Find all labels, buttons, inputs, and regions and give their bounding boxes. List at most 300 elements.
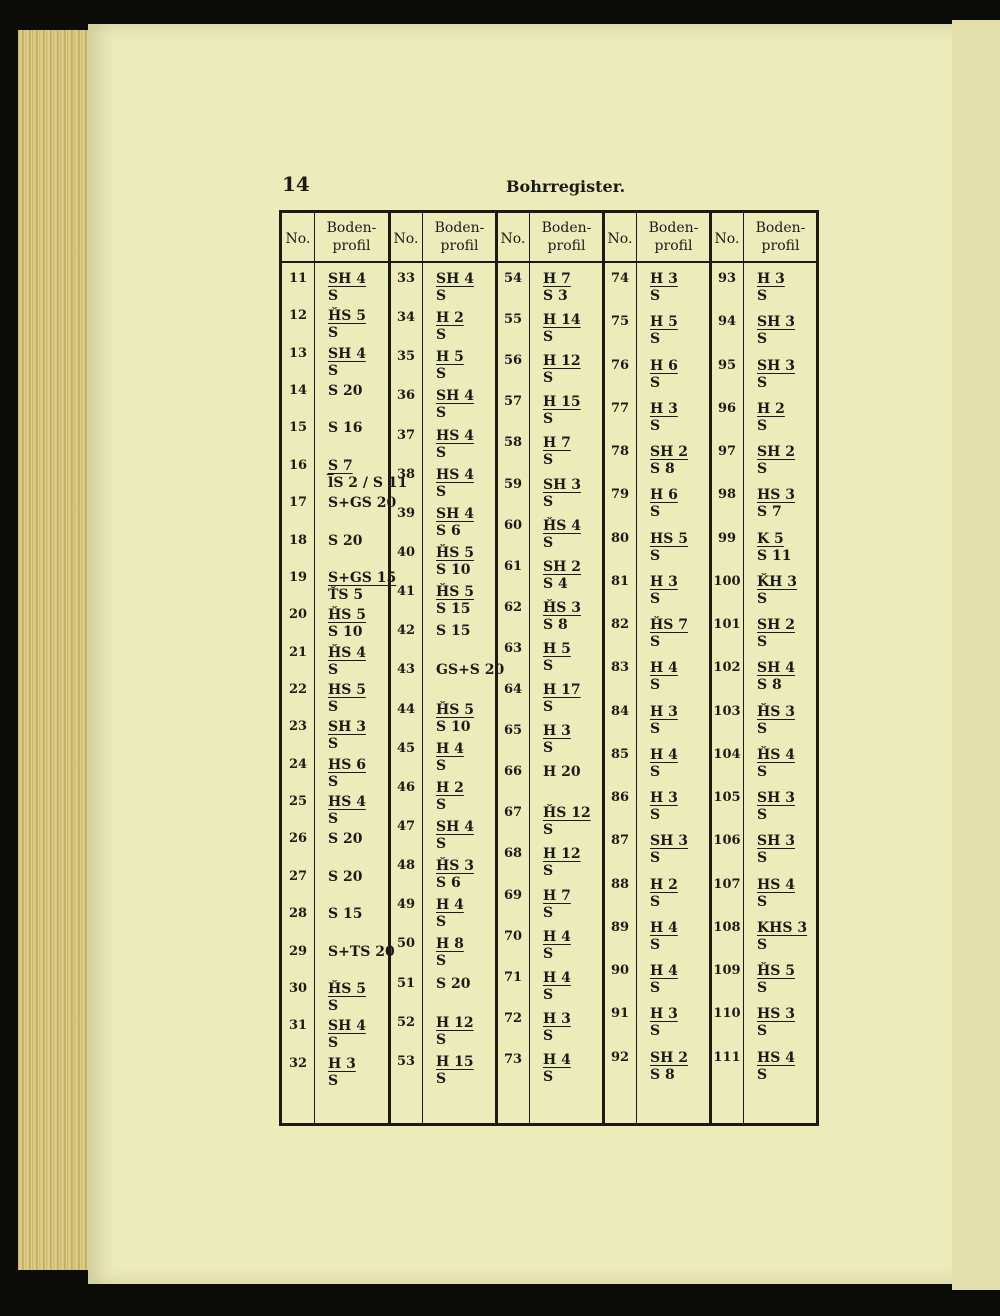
profile-top-layer: H 14 (543, 312, 581, 329)
profile-top-layer: H 4 (650, 919, 678, 936)
profile-top-layer: H 20 (543, 764, 581, 781)
bodenprofil-entry (328, 794, 366, 828)
profile-top-layer: H 4 (543, 969, 571, 986)
profile-top-layer: H 4 (543, 928, 571, 945)
bohrregister-table (279, 210, 819, 1126)
profile-bottom-layer: S (757, 1066, 768, 1083)
bodenprofil-entry (757, 531, 791, 565)
bohrung-number: 27 (288, 868, 308, 884)
bodenprofil-entry (543, 353, 581, 387)
bohrung-number: 36 (396, 388, 416, 404)
running-title: Bohrregister. (506, 177, 626, 196)
profile-top-layer: SH 3 (757, 833, 795, 850)
profile-bottom-layer: S (543, 1027, 554, 1044)
profile-top-layer: S 16 (328, 420, 363, 437)
profile-bottom-layer: S (543, 370, 554, 387)
bodenprofil-entry (650, 920, 678, 954)
header-bodenprofil-line1: Boden- (541, 220, 592, 236)
bohrung-number: 44 (396, 701, 416, 717)
profile-top-layer: SH 3 (328, 719, 366, 736)
bodenprofil-entry (757, 747, 795, 781)
profile-top-layer: HS 4 (757, 876, 795, 893)
profile-top-layer: SH 4 (328, 1018, 366, 1035)
bodenprofil-entry (436, 1015, 474, 1049)
bohrung-number: 28 (288, 906, 308, 922)
header-bodenprofil-line2: profil (332, 238, 371, 254)
profile-bottom-layer: S (543, 534, 554, 551)
bodenprofil-entry (757, 920, 807, 954)
bodenprofil-entry (436, 819, 474, 853)
bohrung-number: 84 (610, 703, 630, 719)
bohrung-number: 61 (503, 558, 523, 574)
bohrung-number: 80 (610, 530, 630, 546)
profile-top-layer: ȞS 3 (543, 599, 581, 616)
profile-bottom-layer: S (543, 452, 554, 469)
profile-top-layer: ȞS 7 (650, 617, 688, 634)
bodenprofil-entry (757, 314, 795, 348)
bodenprofil-entry (328, 981, 366, 1015)
profile-bottom-layer: S (436, 1070, 447, 1087)
bohrung-number: 101 (713, 617, 741, 633)
no-column-rule (422, 213, 423, 1123)
profile-bottom-layer: S (757, 461, 768, 478)
profile-bottom-layer: S (436, 444, 447, 461)
header-rule (282, 261, 816, 263)
profile-bottom-layer: S (543, 493, 554, 510)
profile-top-layer: SH 2 (757, 617, 795, 634)
header-bodenprofil-line2: profil (761, 238, 800, 254)
bohrung-number: 30 (288, 980, 308, 996)
profile-bottom-layer: S (650, 374, 661, 391)
profile-top-layer: H 6 (650, 487, 678, 504)
bodenprofil-entry (328, 944, 395, 960)
profile-bottom-layer: S (757, 331, 768, 348)
bohrung-number: 62 (503, 599, 523, 615)
profile-bottom-layer: S (757, 893, 768, 910)
bohrung-number: 24 (288, 756, 308, 772)
bodenprofil-entry (328, 570, 396, 604)
profile-bottom-layer: S (543, 822, 554, 839)
bodenprofil-entry (436, 976, 470, 992)
profile-bottom-layer: S (328, 661, 339, 678)
bodenprofil-entry (436, 897, 464, 931)
bodenprofil-entry (650, 487, 678, 521)
bohrung-number: 46 (396, 779, 416, 795)
profile-bottom-layer: S 4 (543, 575, 568, 592)
profile-top-layer: SH 4 (436, 819, 474, 835)
bodenprofil-entry (436, 349, 464, 383)
profile-top-layer: ȞS 3 (757, 703, 795, 720)
profile-top-layer: S 15 (436, 623, 471, 640)
profile-top-layer: H 8 (436, 936, 464, 953)
bohrung-number: 75 (610, 314, 630, 330)
profile-bottom-layer: S (650, 331, 661, 348)
profile-bottom-layer: S (436, 288, 447, 304)
profile-top-layer: H 5 (436, 349, 464, 366)
profile-bottom-layer: S (757, 850, 768, 867)
bodenprofil-entry (757, 444, 795, 478)
bohrung-number: 92 (610, 1049, 630, 1065)
no-column-rule (636, 213, 637, 1123)
profile-top-layer: ȞS 3 (436, 858, 474, 875)
bohrung-number: 17 (288, 495, 308, 511)
profile-bottom-layer: S (650, 980, 661, 997)
bohrung-number: 49 (396, 897, 416, 913)
bodenprofil-entry (328, 308, 366, 342)
bodenprofil-entry (650, 401, 678, 435)
profile-top-layer: SH 4 (328, 271, 366, 287)
bohrung-number: 88 (610, 876, 630, 892)
profile-top-layer: H 4 (543, 1051, 571, 1068)
bodenprofil-entry (757, 877, 795, 911)
bohrung-number: 76 (610, 357, 630, 373)
profile-top-layer: ȞS 5 (328, 980, 366, 997)
no-column-rule (529, 213, 530, 1123)
profile-top-layer: S 20 (328, 868, 363, 885)
profile-bottom-layer: S (650, 288, 661, 304)
bodenprofil-entry (328, 346, 366, 380)
profile-bottom-layer: S (328, 997, 339, 1014)
book-page-edges (18, 30, 88, 1270)
profile-top-layer: HS 4 (328, 794, 366, 811)
header-bodenprofil-line1: Boden- (648, 220, 699, 236)
bohrung-number: 69 (503, 887, 523, 903)
bohrung-number: 90 (610, 963, 630, 979)
bohrung-number: 102 (713, 660, 741, 676)
bodenprofil-entry (543, 970, 571, 1004)
profile-bottom-layer: S (650, 590, 661, 607)
profile-top-layer: H 7 (543, 271, 571, 287)
header-bodenprofil (529, 219, 604, 255)
profile-bottom-layer: S (650, 634, 661, 651)
bodenprofil-entry (328, 383, 362, 399)
header-bodenprofil-line2: profil (654, 238, 693, 254)
bohrung-number: 99 (717, 530, 737, 546)
profile-top-layer: H 15 (543, 394, 581, 411)
bodenprofil-entry (328, 682, 366, 716)
bodenprofil-entry (650, 877, 678, 911)
bohrung-number: 72 (503, 1010, 523, 1026)
profile-bottom-layer: S (650, 504, 661, 521)
bodenprofil-entry (436, 858, 474, 892)
bohrung-number: 25 (288, 794, 308, 810)
profile-bottom-layer: l̅S 2 / S 11 (328, 474, 408, 491)
bohrung-number: 93 (717, 271, 737, 286)
bodenprofil-entry (543, 312, 581, 346)
bohrung-number: 77 (610, 400, 630, 416)
profile-top-layer: S 20 (328, 383, 363, 400)
bodenprofil-entry (757, 1050, 795, 1084)
bodenprofil-entry (436, 271, 474, 305)
profile-top-layer: H 3 (650, 573, 678, 590)
bohrung-number: 32 (288, 1055, 308, 1071)
bohrung-number: 91 (610, 1006, 630, 1022)
profile-bottom-layer: S (543, 904, 554, 921)
profile-top-layer: S 7 (328, 457, 353, 474)
profile-bottom-layer: S (436, 327, 447, 344)
profile-bottom-layer: S (328, 811, 339, 828)
profile-top-layer: HS 6 (328, 756, 366, 773)
profile-top-layer: S 15 (328, 906, 363, 923)
header-bodenprofil (636, 219, 711, 255)
bohrung-number: 82 (610, 617, 630, 633)
profile-top-layer: S+GS 15 (328, 569, 397, 586)
header-bodenprofil (422, 219, 497, 255)
profile-bottom-layer: S (757, 374, 768, 391)
profile-top-layer: H 4 (436, 897, 464, 914)
bohrung-number: 98 (717, 487, 737, 503)
profile-bottom-layer: S (328, 699, 339, 715)
profile-bottom-layer: S (650, 677, 661, 694)
bodenprofil-entry (757, 358, 795, 392)
bodenprofil-entry (543, 723, 571, 757)
bodenprofil-entry (543, 641, 571, 675)
bodenprofil-entry (543, 1052, 571, 1086)
bohrung-number: 74 (610, 271, 630, 286)
profile-top-layer: ǨH 3 (757, 573, 798, 590)
bodenprofil-entry (543, 682, 581, 716)
profile-bottom-layer: S (543, 411, 554, 428)
profile-bottom-layer: S (650, 1023, 661, 1040)
profile-bottom-layer: S (757, 936, 768, 953)
bodenprofil-entry (650, 1050, 688, 1084)
bohrung-number: 15 (288, 420, 308, 436)
profile-bottom-layer: S 15 (436, 601, 471, 618)
bohrung-number: 52 (396, 1014, 416, 1030)
profile-top-layer: S 20 (328, 831, 363, 848)
bodenprofil-entry (650, 574, 678, 608)
bodenprofil-entry (328, 533, 362, 549)
profile-top-layer: ȞS 4 (328, 644, 366, 661)
profile-bottom-layer: S (757, 807, 768, 824)
profile-top-layer: H 3 (757, 271, 785, 287)
profile-bottom-layer: S (757, 590, 768, 607)
profile-bottom-layer: S (757, 288, 768, 304)
profile-top-layer: H 2 (757, 400, 785, 417)
profile-top-layer: GS+S 20 (436, 662, 505, 679)
bodenprofil-entry (328, 495, 396, 511)
profile-bottom-layer: S (543, 1068, 554, 1085)
profile-top-layer: H 3 (650, 703, 678, 720)
profile-top-layer: ȞS 5 (328, 607, 366, 624)
profile-top-layer: ȞS 5 (757, 963, 795, 980)
bodenprofil-entry (543, 805, 591, 839)
bodenprofil-entry (757, 1006, 795, 1040)
profile-top-layer: SH 4 (757, 660, 795, 677)
bohrung-number: 31 (288, 1018, 308, 1034)
bohrung-number: 18 (288, 532, 308, 548)
bodenprofil-entry (328, 869, 362, 885)
bodenprofil-entry (436, 467, 474, 501)
no-column-rule (314, 213, 315, 1123)
profile-bottom-layer: S (543, 699, 554, 715)
bohrung-number: 41 (396, 584, 416, 600)
bodenprofil-entry (436, 936, 464, 970)
profile-bottom-layer: S 6 (436, 522, 461, 539)
header-bodenprofil-line1: Boden- (326, 220, 377, 236)
profile-bottom-layer: S (543, 657, 554, 674)
bohrung-number: 103 (713, 703, 741, 719)
profile-bottom-layer: S (650, 417, 661, 434)
bodenprofil-entry (436, 1054, 474, 1088)
profile-bottom-layer: S 6 (436, 875, 461, 892)
profile-top-layer: H 7 (543, 435, 571, 452)
profile-top-layer: ȞS 5 (328, 308, 366, 325)
profile-bottom-layer: S (328, 362, 339, 379)
bodenprofil-entry (328, 645, 366, 679)
bodenprofil-entry (650, 747, 678, 781)
header-no: No. (285, 231, 311, 247)
profile-top-layer: H 7 (543, 887, 571, 904)
bohrung-number: 71 (503, 969, 523, 985)
bohrung-number: 55 (503, 312, 523, 328)
bohrung-number: 78 (610, 444, 630, 460)
bodenprofil-entry (328, 1056, 356, 1090)
header-bodenprofil (743, 219, 818, 255)
profile-top-layer: H 2 (436, 310, 464, 327)
bohrung-number: 81 (610, 573, 630, 589)
bodenprofil-entry (757, 660, 795, 694)
bohrung-number: 38 (396, 466, 416, 482)
profile-bottom-layer: S 10 (436, 562, 471, 578)
profile-bottom-layer: S 11 (757, 547, 792, 564)
profile-top-layer: H 12 (543, 353, 581, 370)
profile-top-layer: SH 2 (757, 444, 795, 461)
profile-top-layer: ȞS 5 (436, 584, 474, 601)
bodenprofil-entry (650, 704, 678, 738)
bohrung-number: 47 (396, 819, 416, 834)
profile-top-layer: HS 4 (757, 1049, 795, 1066)
bohrung-number: 29 (288, 943, 308, 959)
profile-top-layer: H 4 (436, 740, 464, 757)
bohrung-number: 68 (503, 846, 523, 862)
profile-top-layer: SH 4 (328, 345, 366, 362)
bodenprofil-entry (650, 358, 678, 392)
bodenprofil-entry (543, 477, 581, 511)
profile-top-layer: H 4 (650, 660, 678, 677)
profile-bottom-layer: S 8 (757, 677, 782, 694)
bohrung-number: 85 (610, 746, 630, 762)
bohrung-number: 22 (288, 682, 308, 697)
bodenprofil-entry (436, 702, 474, 736)
bodenprofil-entry (436, 780, 464, 814)
header-bodenprofil-line2: profil (440, 238, 479, 254)
bodenprofil-entry (757, 617, 795, 651)
page-number: 14 (282, 172, 310, 196)
profile-bottom-layer: S 8 (650, 461, 675, 478)
bodenprofil-entry (543, 435, 571, 469)
bohrung-number: 73 (503, 1051, 523, 1067)
profile-bottom-layer: S (650, 547, 661, 564)
profile-top-layer: H 3 (650, 1006, 678, 1023)
bodenprofil-entry (543, 888, 571, 922)
profile-top-layer: K 5 (757, 530, 784, 547)
profile-top-layer: ȞS 4 (757, 746, 795, 763)
bohrung-number: 12 (288, 308, 308, 324)
profile-bottom-layer: S (650, 850, 661, 867)
bodenprofil-entry (650, 444, 688, 478)
profile-top-layer: S+TS 20 (328, 943, 395, 960)
profile-bottom-layer: S (436, 483, 447, 500)
bohrung-number: 35 (396, 349, 416, 365)
profile-bottom-layer: S 3 (543, 288, 568, 304)
bohrung-number: 100 (713, 573, 741, 589)
profile-top-layer: ȞS 4 (543, 517, 581, 534)
bohrung-number: 19 (288, 569, 308, 585)
header-bodenprofil (314, 219, 389, 255)
profile-bottom-layer: S (543, 863, 554, 880)
profile-top-layer: ȞS 5 (436, 701, 474, 718)
bodenprofil-entry (757, 833, 795, 867)
bohrung-number: 108 (713, 919, 741, 935)
bodenprofil-entry (757, 790, 795, 824)
profile-top-layer: H 3 (650, 271, 678, 287)
bodenprofil-entry (543, 764, 581, 780)
bodenprofil-entry (757, 574, 797, 608)
bohrung-number: 50 (396, 936, 416, 952)
profile-bottom-layer: S 10 (328, 624, 363, 641)
bohrung-number: 43 (396, 662, 416, 678)
bodenprofil-entry (328, 719, 366, 753)
bodenprofil-entry (757, 487, 795, 521)
profile-bottom-layer: S (436, 914, 447, 931)
profile-top-layer: HS 3 (757, 1006, 795, 1023)
bohrung-number: 94 (717, 314, 737, 330)
profile-top-layer: H 15 (436, 1053, 474, 1070)
bohrung-number: 51 (396, 975, 416, 991)
profile-top-layer: S 20 (328, 532, 363, 549)
profile-bottom-layer: S 7 (757, 504, 782, 521)
profile-top-layer: S+GS 20 (328, 495, 397, 512)
bohrung-number: 45 (396, 740, 416, 756)
profile-top-layer: SH 4 (436, 388, 474, 405)
bodenprofil-entry (436, 388, 474, 422)
profile-top-layer: HS 4 (436, 466, 474, 483)
bohrung-number: 40 (396, 545, 416, 560)
bohrung-number: 96 (717, 400, 737, 416)
profile-bottom-layer: S (757, 1023, 768, 1040)
bodenprofil-entry (436, 545, 474, 579)
profile-top-layer: H 12 (543, 846, 581, 863)
bodenprofil-entry (650, 314, 678, 348)
profile-bottom-layer: S (328, 736, 339, 753)
profile-bottom-layer: S 10 (436, 718, 471, 735)
bohrung-number: 111 (713, 1049, 741, 1065)
bohrung-number: 37 (396, 427, 416, 443)
bohrung-number: 70 (503, 928, 523, 944)
profile-top-layer: HS 5 (328, 682, 366, 698)
profile-top-layer: H 3 (543, 723, 571, 740)
profile-bottom-layer: S (650, 807, 661, 824)
header-no: No. (714, 231, 740, 247)
bohrung-number: 107 (713, 876, 741, 892)
bodenprofil-entry (436, 428, 474, 462)
profile-bottom-layer: S (650, 893, 661, 910)
bodenprofil-entry (757, 963, 795, 997)
bohrung-number: 58 (503, 435, 523, 451)
bodenprofil-entry (436, 741, 464, 775)
profile-top-layer: H 4 (650, 963, 678, 980)
profile-bottom-layer: S 8 (650, 1066, 675, 1083)
profile-top-layer: SH 3 (757, 790, 795, 807)
profile-top-layer: H 3 (328, 1055, 356, 1072)
profile-top-layer: KHS 3 (757, 919, 808, 936)
profile-bottom-layer: S (543, 945, 554, 962)
profile-top-layer: HS 3 (757, 487, 795, 504)
profile-bottom-layer: S (436, 836, 447, 852)
bohrung-number: 13 (288, 345, 308, 361)
bodenprofil-entry (328, 831, 362, 847)
